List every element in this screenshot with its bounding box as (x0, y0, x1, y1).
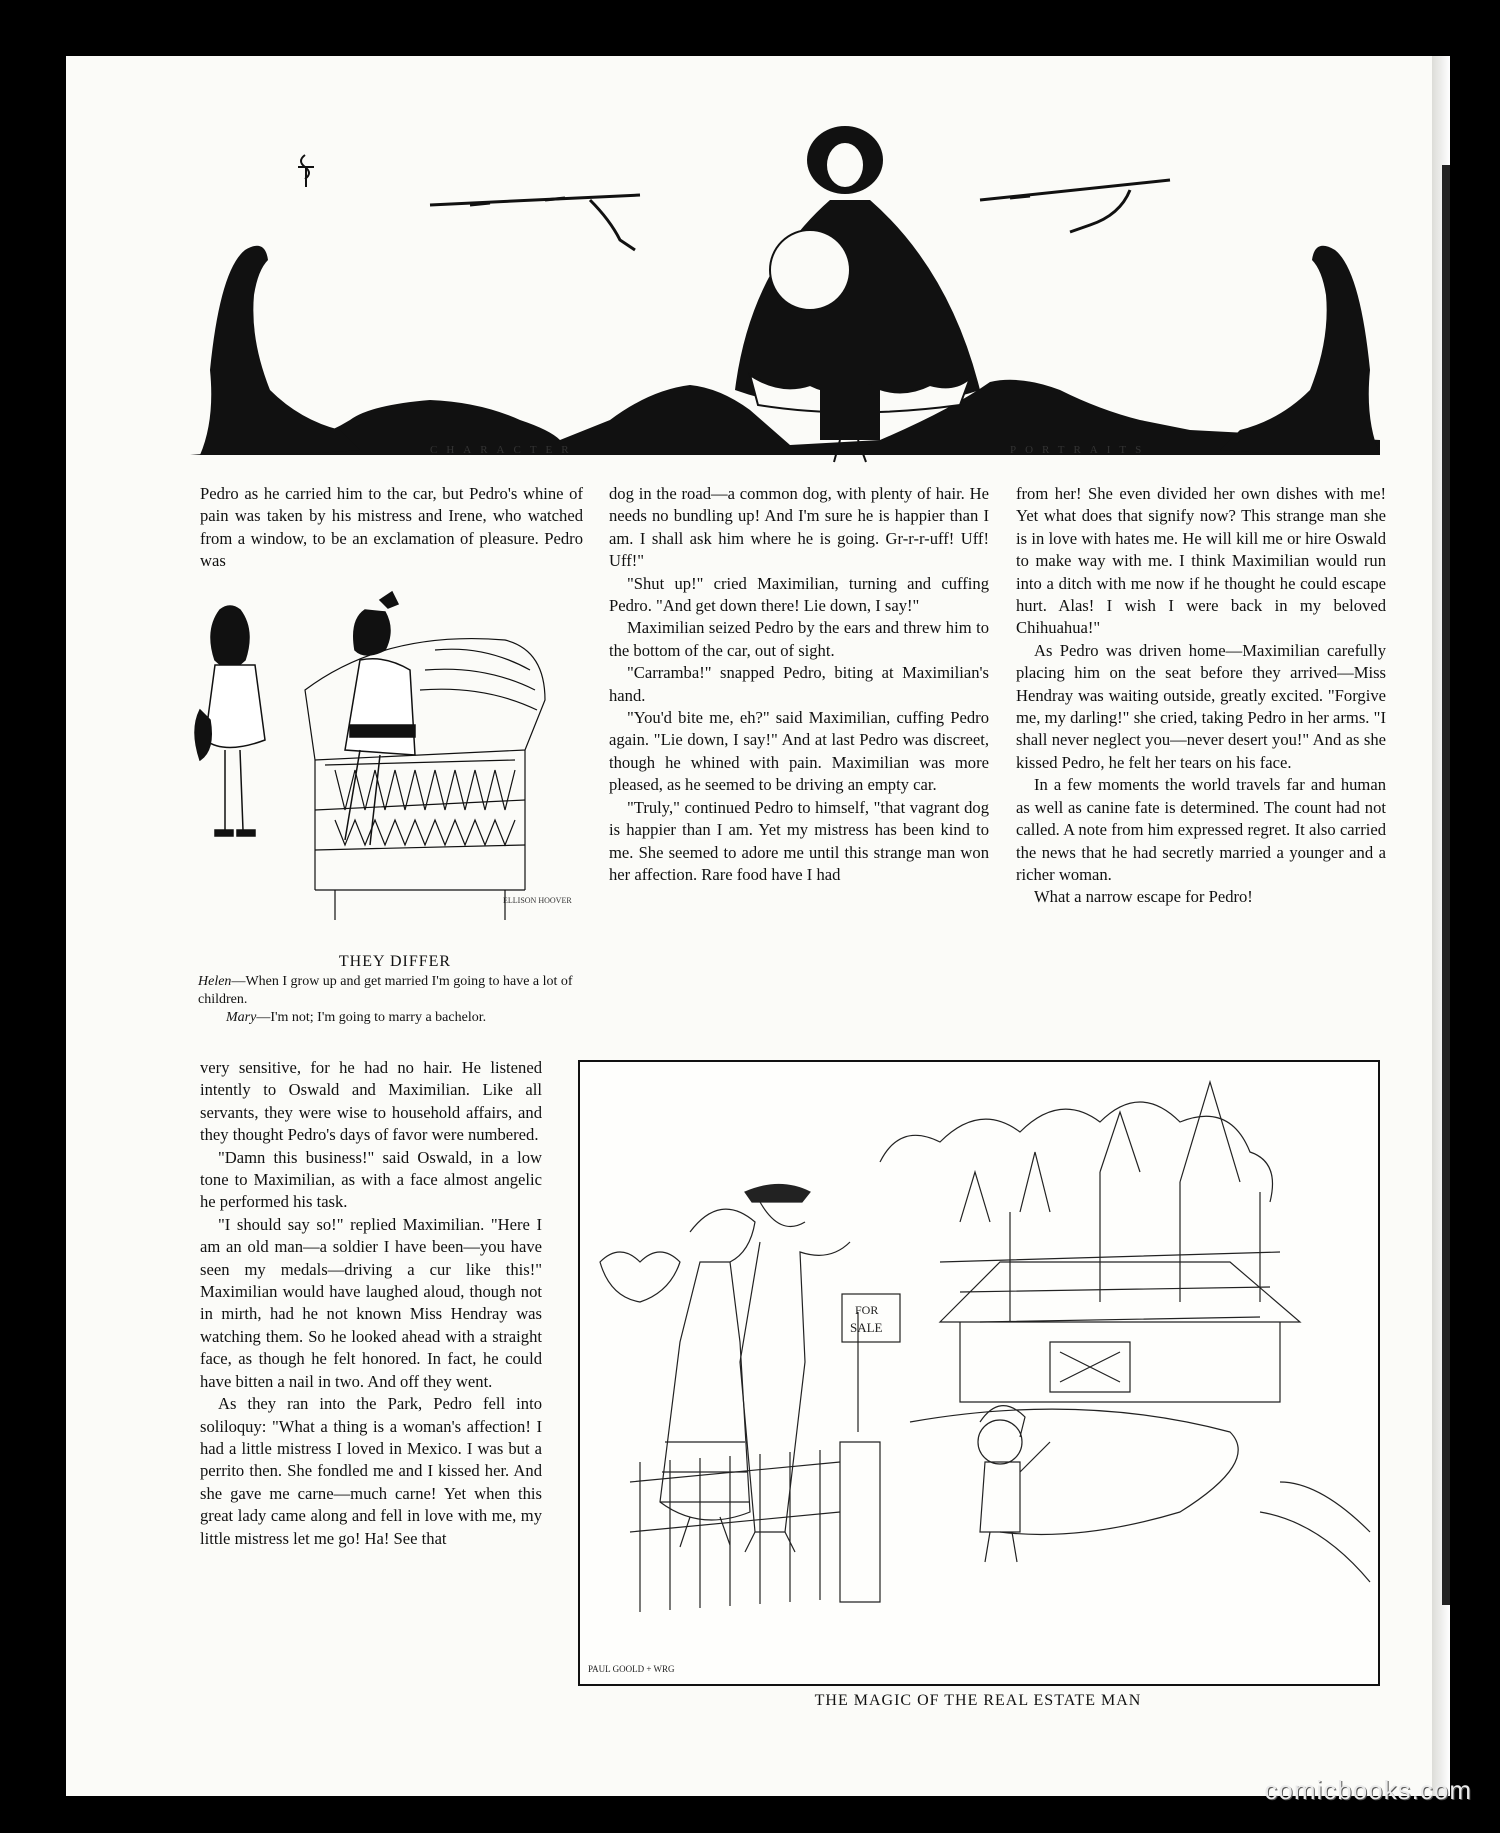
seal-left (200, 246, 360, 455)
real-estate-illustration-frame (578, 1060, 1380, 1686)
they-differ-illustration (175, 590, 595, 940)
they-differ-title: THEY DIFFER (338, 953, 452, 970)
line-helen: —When I grow up and get married I'm going to have a lot of children. (198, 974, 573, 1007)
column-4-text (200, 1057, 542, 1550)
real-estate-illustration (580, 1062, 1378, 1684)
site-watermark: comicbooks.com (1264, 1775, 1472, 1805)
binding-edge (1442, 165, 1450, 1605)
ellison-hoover-signature: ELLISON HOOVER (503, 896, 572, 905)
paragraph: "I should say so!" replied Maximilian. "Here I am an old man—a soldier I have been—you have seen my medals—driving a cur like this!" Maximilian would have laughed aloud, though not in mirth, had he not known Miss Hendray was watching them. So he looked ahead with a straight face, as though he felt honored. In fact, he could have bitten a nail in two. And off they went. (200, 1214, 542, 1391)
stork-left (430, 195, 640, 250)
paragraph: Pedro as he carried him to the car, but Pedro's whine of pain was taken by his mistress and Irene, who watched from a window, to be an exclamation of pleasure. Pedro was (200, 484, 583, 571)
paragraph: "Carramba!" snapped Pedro, biting at Maximilian's hand. (609, 663, 989, 705)
paragraph: What a narrow escape for Pedro! (1034, 887, 1253, 907)
banner-caption-left: CHARACTER (430, 444, 578, 456)
paragraph: very sensitive, for he had no hair. He listened intently to Oswald and Maximilian. Like all servants, they were wise to household affairs, and they thought Pedro's days of favor were numbered. (200, 1058, 542, 1145)
paragraph: dog in the road—a common dog, with plenty of hair. He needs no bundling up! And I'm sure he is happier than I am. I shall ask him where he is going. Gr-r-r-uff! Uff! Uff!" (609, 484, 989, 571)
seal-right (1220, 246, 1380, 455)
paragraph: "Truly," continued Pedro to himself, "that vagrant dog is happier than I am. Yet my mistress has been kind to me. She seemed to adore me until this strange man won her affection. Rare food have I had (609, 797, 989, 884)
sign-text-line2: SALE (850, 1320, 883, 1335)
paragraph: from her! She even divided her own dishes with me! Yet what does that signify now? This strange man she is in love with hates me. He will kill me or hire Oswald to make way with me. I think Maximilian would run into a ditch with me now if he thought he could escape hurt. Alas! I wish I were back in my beloved Chihuahua!" (1016, 484, 1386, 638)
paragraph: As they ran into the Park, Pedro fell into soliloquy: "What a thing is a woman's affection! I had a little mistress I loved in Mexico. I was but a perrito then. She fondled me and I kissed her. And she gave me carne—much carne! Yet when this great lady came along and fell in love with me, my little mistress let me go! Ha! See that (200, 1394, 542, 1548)
paragraph: Maximilian seized Pedro by the ears and threw him to the bottom of the car, out of sight. (609, 618, 989, 660)
artist-monogram (298, 155, 314, 187)
paragraph: "Shut up!" cried Maximilian, turning and cuffing Pedro. "And get down there! Lie down, I say!" (609, 573, 989, 616)
caption-line-helen (198, 973, 588, 1009)
paragraph: "You'd bite me, eh?" said Maximilian, cuffing Pedro again. "Lie down, I say!" And at last Pedro was discreet, though he whined with pain. Maximilian was more pleased, as he seemed to be driving an empty car. (609, 708, 989, 795)
paragraph: In a few moments the world travels far and human as well as canine fate is determined. The count had not called. A note from him expressed regret. It also carried the news that he had secretly married a younger and a richer woman. (1016, 775, 1386, 884)
line-mary: —I'm not; I'm going to marry a bachelor. (256, 1010, 487, 1025)
caption-line-mary (198, 1009, 588, 1027)
column-3-text (1016, 483, 1386, 909)
paul-goold-signature: PAUL GOOLD + WRG (588, 1664, 675, 1674)
banner-caption-right: PORTRAITS (1010, 444, 1151, 456)
column-2-text (609, 483, 989, 886)
paragraph: As Pedro was driven home—Maximilian carefully placing him on the seat before they arrived—Miss Hendray was waiting outside, greatly excited. "Forgive me, my darling!" she cried, taking Pedro in her arms. "I shall never neglect you—never desert you!" And as she kissed Pedro, he felt her tears on his face. (1016, 640, 1386, 772)
real-estate-illustration-title: THE MAGIC OF THE REAL ESTATE MAN (814, 1692, 1142, 1709)
speaker-mary: Mary (226, 1010, 257, 1025)
column-1-text (200, 483, 583, 573)
stork-right (980, 180, 1170, 232)
header-illustration (190, 120, 1390, 465)
speaker-helen: Helen (198, 974, 232, 989)
sign-text-line1: FOR (855, 1303, 879, 1317)
they-differ-caption (198, 973, 588, 1027)
paragraph: "Damn this business!" said Oswald, in a low tone to Maximilian, as with a face almost angelic he performed his task. (200, 1147, 542, 1212)
